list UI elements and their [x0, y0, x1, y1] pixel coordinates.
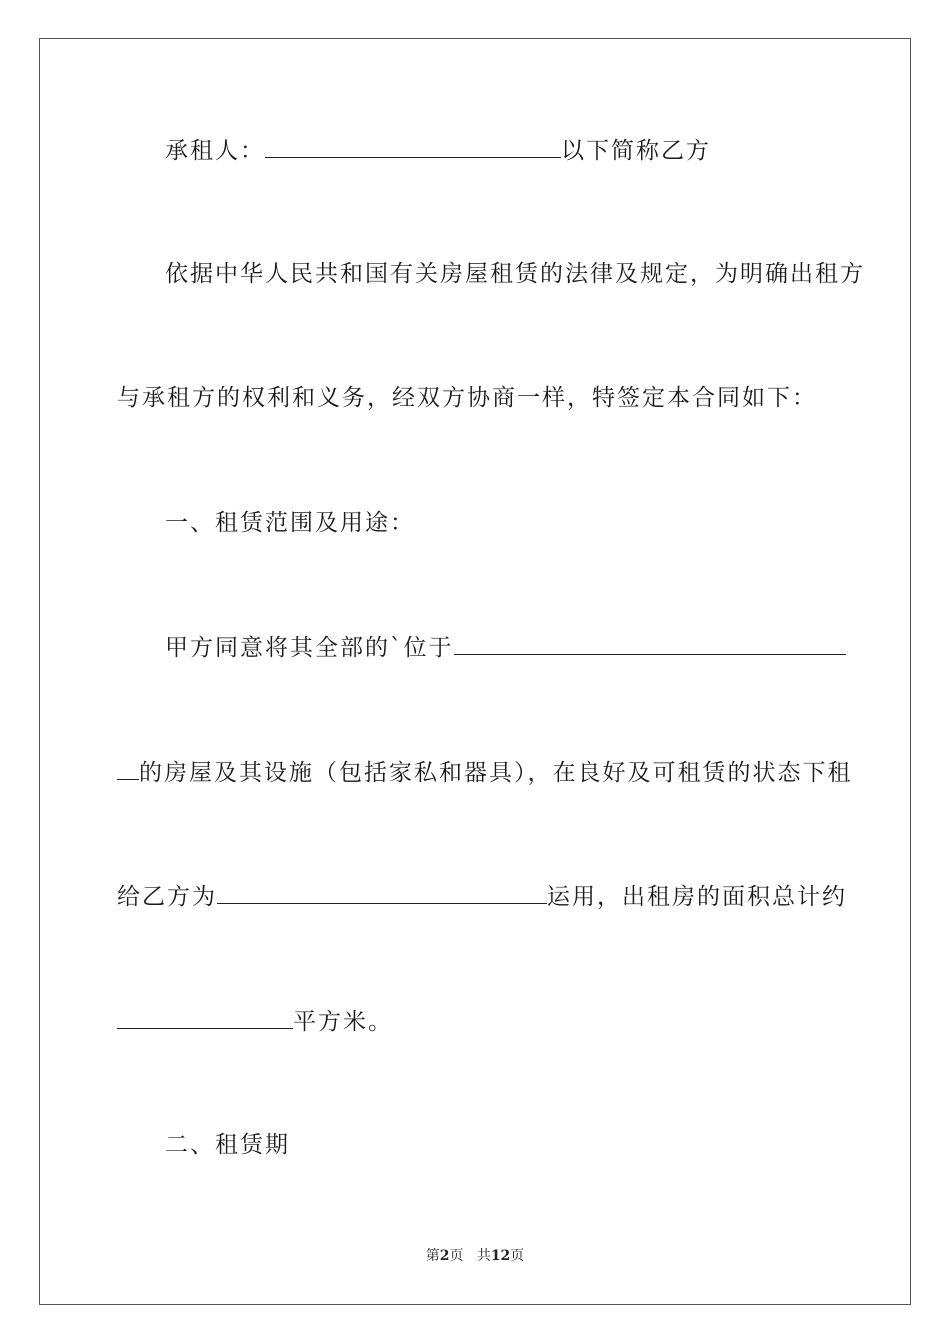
area-unit: 平方米。 — [293, 1009, 393, 1035]
section-heading-2: 二、租赁期 — [165, 1132, 290, 1158]
tenant-alias: 以下简称乙方 — [561, 138, 711, 164]
page-footer — [0, 1246, 950, 1266]
property-location-blank-cont[interactable] — [117, 757, 139, 780]
paragraph-intro-line-1: 依据中华人民共和国有关房屋租赁的法律及规定，为明确出租方 — [165, 261, 865, 287]
section-heading-1: 一、租赁范围及用途： — [165, 510, 415, 536]
scope-line-2 — [117, 757, 853, 787]
total-prefix: 共 — [476, 1248, 491, 1264]
page-suffix: 页 — [449, 1248, 464, 1264]
scope-text-3b: 运用，出租房的面积总计约 — [547, 884, 847, 910]
scope-text-3a: 给乙方为 — [117, 884, 217, 910]
scope-line-4 — [117, 1006, 833, 1036]
scope-text-2: 的房屋及其设施（包括家私和器具），在良好及可租赁的状态下租 — [139, 760, 853, 786]
usage-purpose-blank[interactable] — [217, 881, 547, 904]
paragraph-intro-line-2: 与承租方的权利和义务，经双方协商一样，特签定本合同如下： — [117, 385, 817, 411]
tenant-line — [165, 135, 833, 165]
total-suffix: 页 — [510, 1248, 525, 1264]
scope-line-1 — [165, 632, 833, 662]
scope-text-1: 甲方同意将其全部的`位于 — [165, 635, 454, 661]
property-location-blank[interactable] — [454, 632, 846, 655]
area-blank[interactable] — [117, 1006, 293, 1029]
scope-line-3 — [117, 881, 847, 911]
page-number: 2 — [439, 1248, 450, 1264]
page-border — [39, 38, 911, 1305]
page-prefix: 第 — [425, 1248, 440, 1264]
tenant-name-blank[interactable] — [265, 135, 561, 158]
tenant-label: 承租人： — [165, 138, 265, 164]
total-pages: 12 — [490, 1248, 511, 1264]
